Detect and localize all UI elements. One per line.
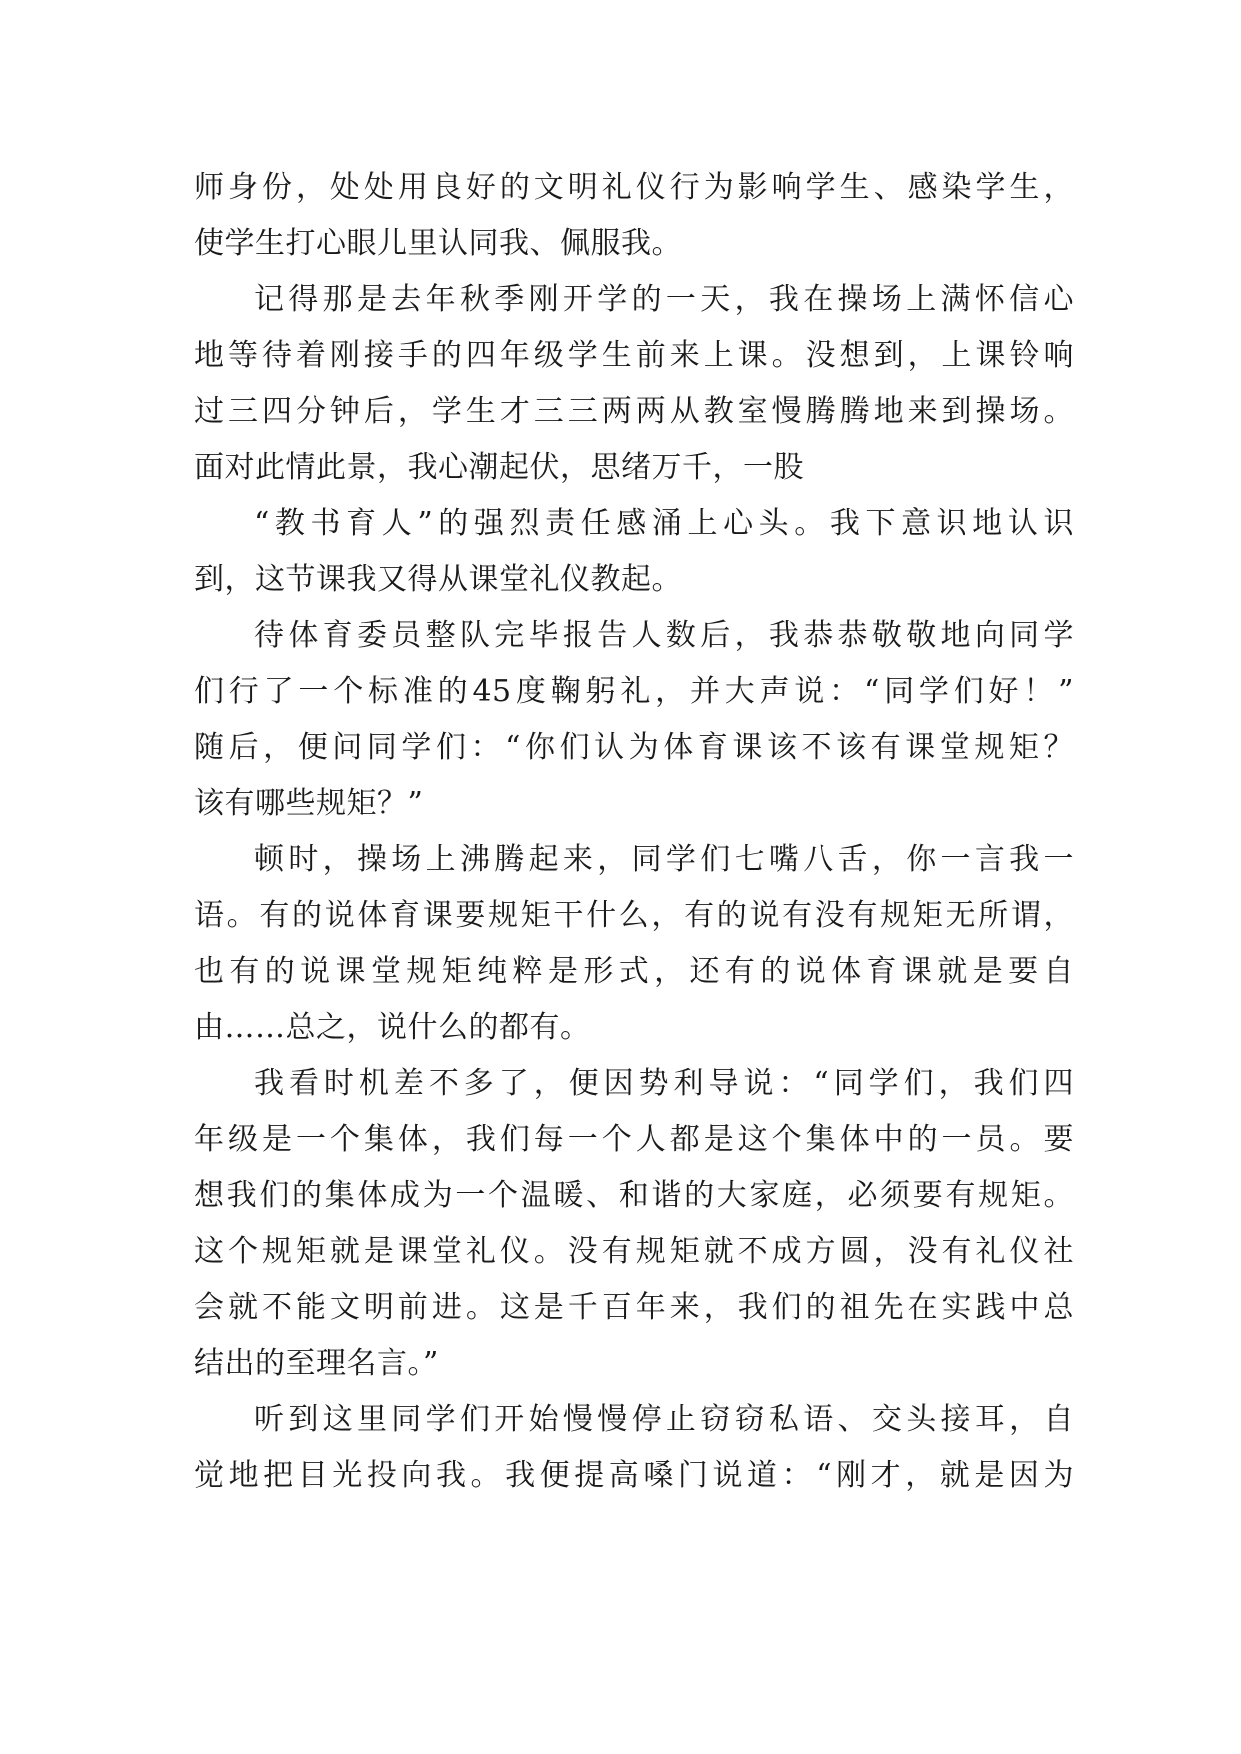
text-line: 地等待着刚接手的四年级学生前来上课。没想到，上课铃响 [194, 338, 1074, 373]
text-line: 过三四分钟后，学生才三三两两从教室慢腾腾地来到操场。 [194, 394, 1074, 429]
text-line: “教书育人”的强烈责任感涌上心头。我下意识地认识 [254, 506, 1074, 541]
body-text [194, 160, 1074, 1504]
text-line: 记得那是去年秋季刚开学的一天，我在操场上满怀信心 [254, 282, 1074, 317]
text-line: 到，这节课我又得从课堂礼仪教起。 [194, 562, 682, 597]
text-line: 想我们的集体成为一个温暖、和谐的大家庭，必须要有规矩。 [194, 1178, 1074, 1213]
text-line: 使学生打心眼儿里认同我、佩服我。 [194, 226, 682, 261]
text-line: 我看时机差不多了，便因势利导说：“同学们，我们四 [254, 1066, 1074, 1101]
text-line: 这个规矩就是课堂礼仪。没有规矩就不成方圆，没有礼仪社 [194, 1234, 1074, 1269]
text-line: 听到这里同学们开始慢慢停止窃窃私语、交头接耳，自 [254, 1402, 1074, 1437]
text-line: 们行了一个标准的45度鞠躬礼，并大声说：“同学们好！” [194, 674, 1074, 709]
text-line: 待体育委员整队完毕报告人数后，我恭恭敬敬地向同学 [254, 618, 1074, 653]
text-line: 随后，便问同学们：“你们认为体育课该不该有课堂规矩？ [194, 730, 1074, 765]
text-line: 会就不能文明前进。这是千百年来，我们的祖先在实践中总 [194, 1290, 1074, 1325]
text-line: 师身份，处处用良好的文明礼仪行为影响学生、感染学生， [194, 170, 1074, 205]
text-line: 结出的至理名言。” [194, 1346, 439, 1381]
text-line: 该有哪些规矩？” [194, 786, 424, 821]
text-line: 顿时，操场上沸腾起来，同学们七嘴八舌，你一言我一 [254, 842, 1074, 877]
text-line: 觉地把目光投向我。我便提高嗓门说道：“刚才，就是因为 [194, 1458, 1074, 1493]
text-line: 年级是一个集体，我们每一个人都是这个集体中的一员。要 [194, 1122, 1074, 1157]
text-line: 面对此情此景，我心潮起伏，思绪万千，一股 [194, 450, 804, 485]
text-line: 由……总之，说什么的都有。 [194, 1010, 591, 1045]
text-line: 语。有的说体育课要规矩干什么，有的说有没有规矩无所谓， [194, 898, 1074, 933]
text-line: 也有的说课堂规矩纯粹是形式，还有的说体育课就是要自 [194, 954, 1074, 989]
